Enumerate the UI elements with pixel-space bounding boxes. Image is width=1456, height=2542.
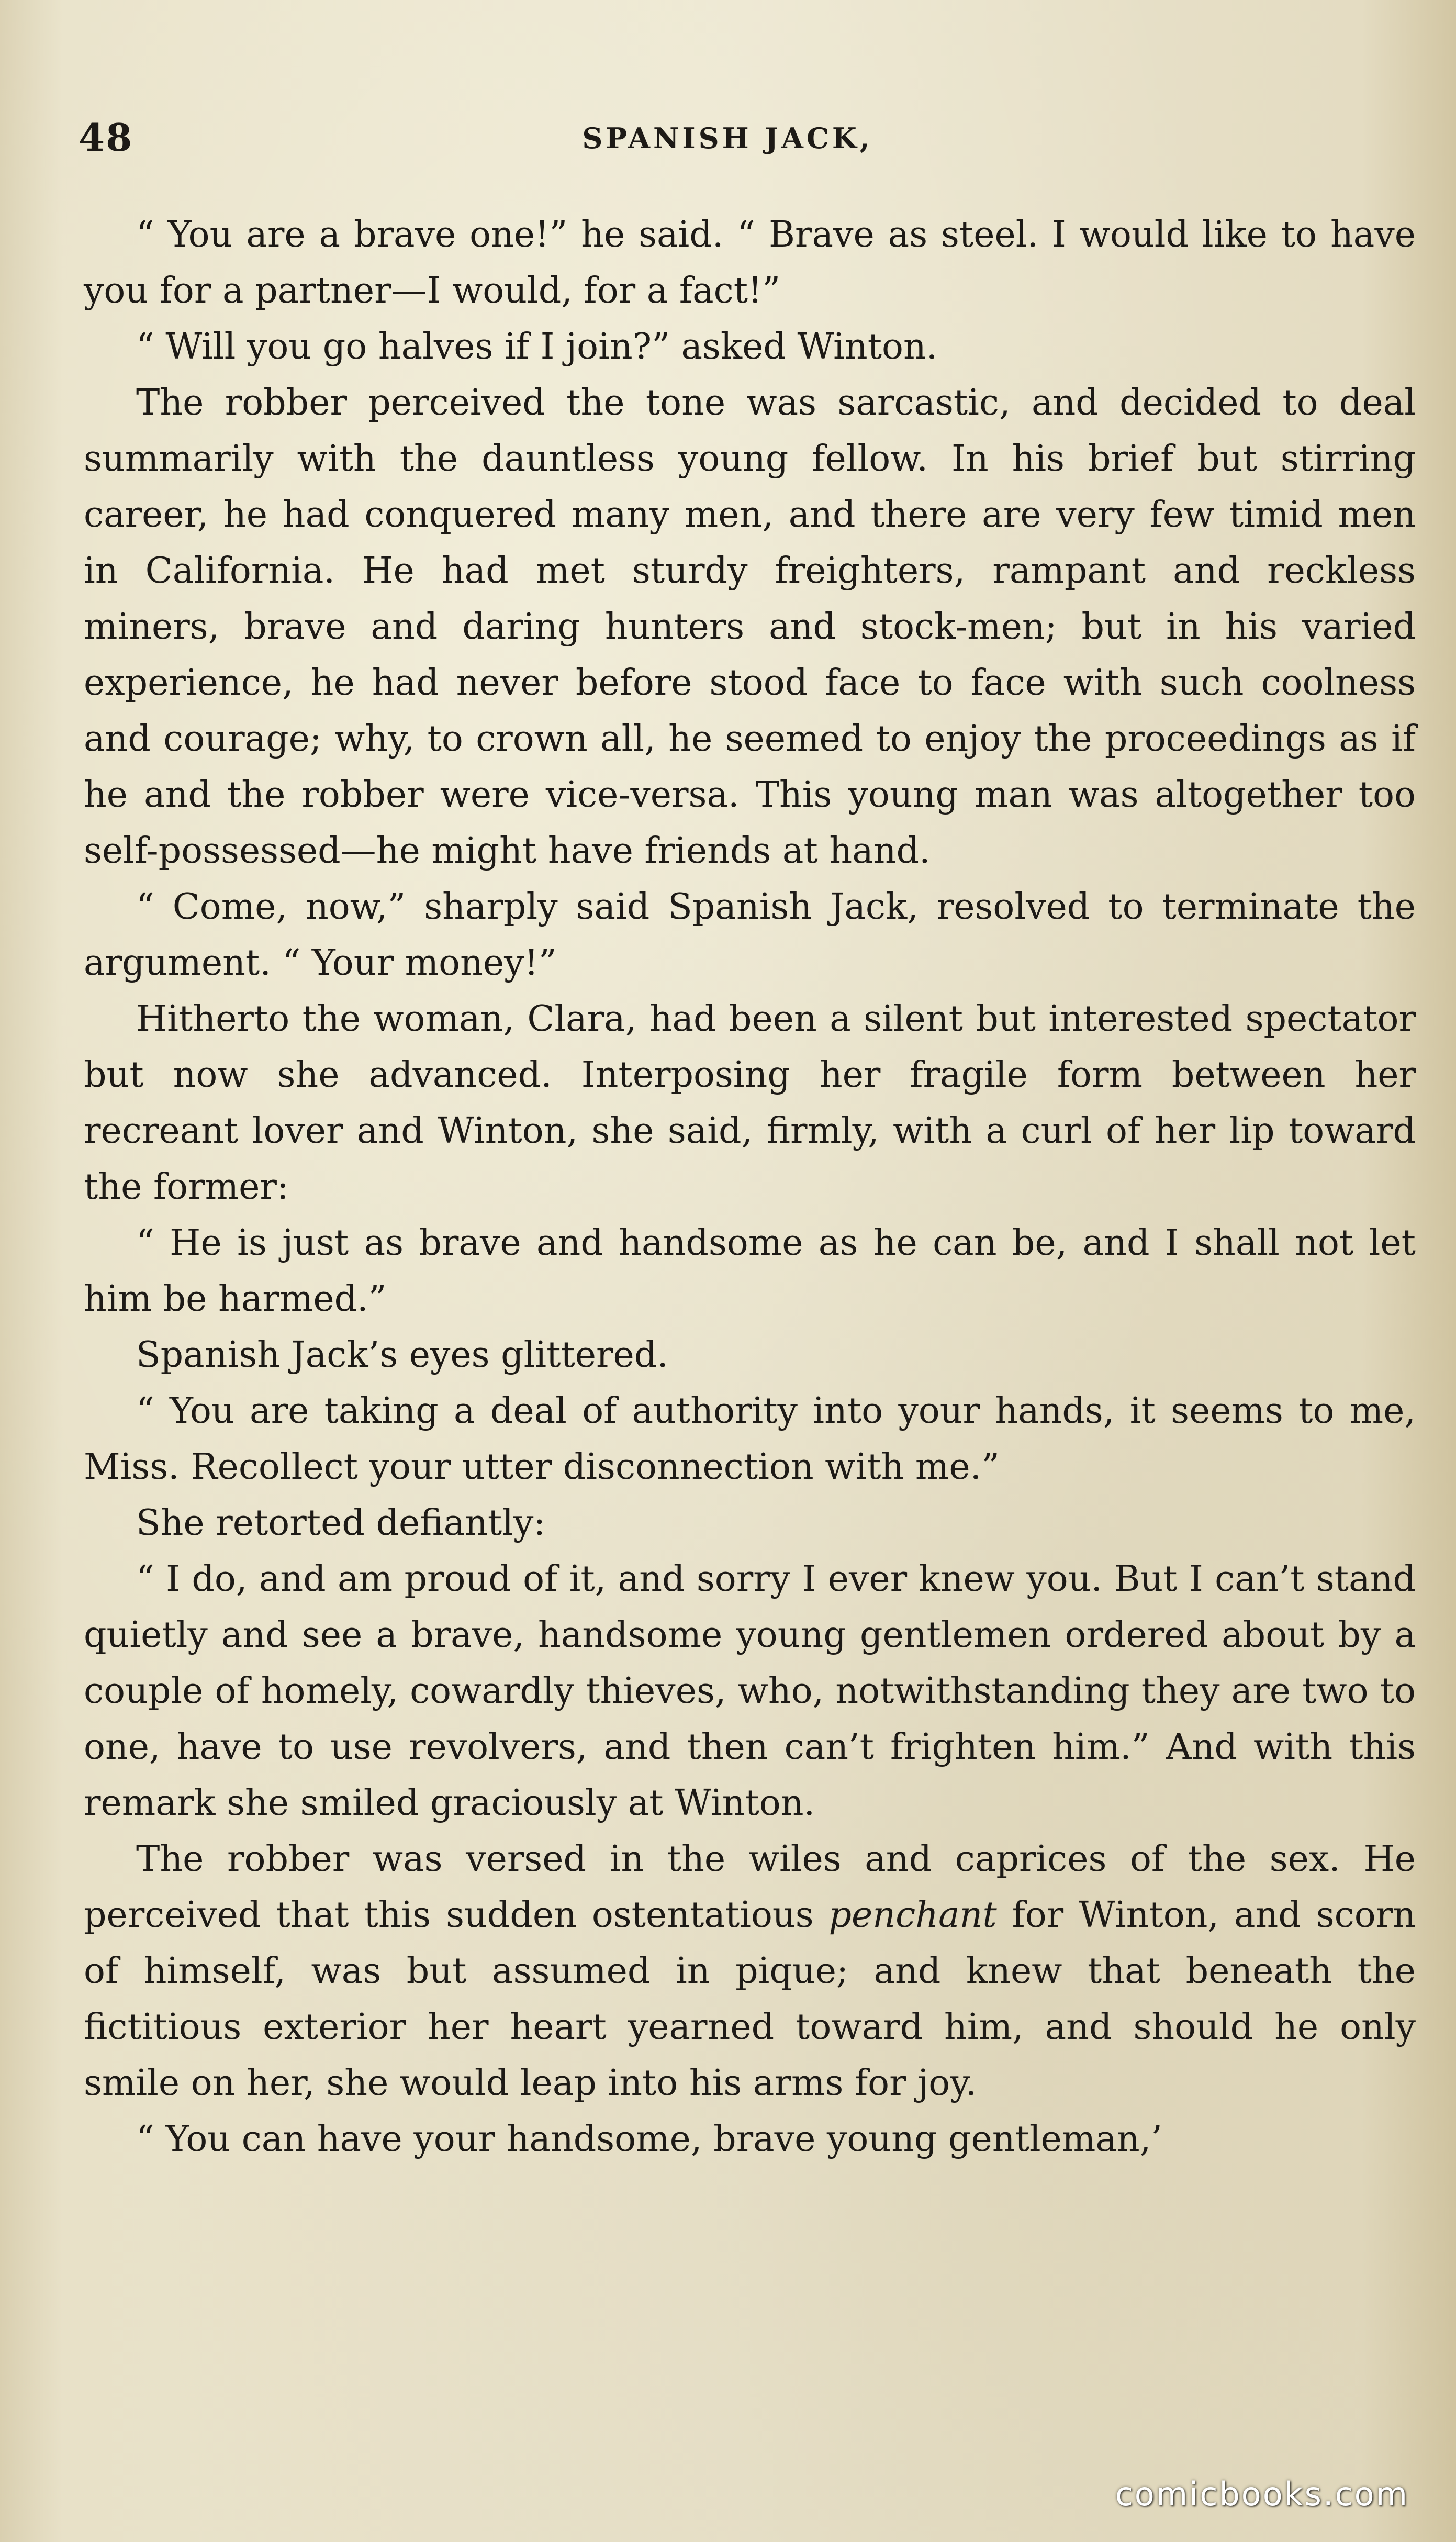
watermark: comicbooks.com [1115,2475,1409,2513]
italic-word: penchant [828,1894,997,1936]
paragraph-text: The robber was versed in the wiles and caprices of the sex. He perceived that this sudden ostentatious [84,1838,1416,1936]
paragraph: “ You are a brave one!” he said. “ Brave as steel. I would like to have you for a partner—I would, for a fact!” [84,214,1416,311]
paragraph: Hitherto the woman, Clara, had been a silent but interested spectator but now she advanced. Interposing her fragile form between her recreant lover and Winton, she said, firmly, with a curl of her lip toward the former: [84,998,1416,1208]
paragraph: “ You can have your handsome, brave young gentleman,’ [136,2119,1162,2160]
body-text [84,207,1416,2167]
paragraph: “ Will you go halves if I join?” asked Winton. [136,326,938,367]
paragraph: “ He is just as brave and handsome as he can be, and I shall not let him be harmed.” [84,1222,1416,1320]
paragraph [84,1831,1416,2111]
paragraph: “ Come, now,” sharply said Spanish Jack, resolved to terminate the argument. “ Your money!” [84,886,1416,984]
page-header [79,110,1376,173]
running-head: SPANISH JACK, [582,121,873,155]
paragraph: The robber perceived the tone was sarcastic, and decided to deal summarily with the dauntless young fellow. In his brief but stirring career, he had conquered many men, and there are very few timid men in California. He had met sturdy freighters, rampant and reckless miners, brave and daring hunters and stock-men; but in his varied experience, he had never before stood face to face with such coolness and courage; why, to crown all, he seemed to enjoy the proceedings as if he and the robber were vice-versa. This young man was altogether too self-possessed—he might have friends at hand. [84,382,1416,872]
paragraph: Spanish Jack’s eyes glittered. [136,1334,668,1376]
paragraph: She retorted defiantly: [136,1502,546,1544]
paragraph: “ I do, and am proud of it, and sorry I ever knew you. But I can’t stand quietly and see a brave, handsome young gentlemen ordered about by a couple of homely, cowardly thieves, who, notwithstanding they are two to one, have to use revolvers, and then can’t frighten him.” And with this remark she smiled graciously at Winton. [84,1558,1416,1824]
paragraph-text: for Winton, and scorn of himself, was but assumed in pique; and knew that beneath the fictitious exterior her heart yearned toward him, and should he only smile on her, she would leap into his arms for joy. [84,1894,1416,2104]
page-number: 48 [79,115,133,160]
paragraph: “ You are taking a deal of authority into your hands, it seems to me, Miss. Recollect your utter disconnection with me.” [84,1390,1416,1488]
